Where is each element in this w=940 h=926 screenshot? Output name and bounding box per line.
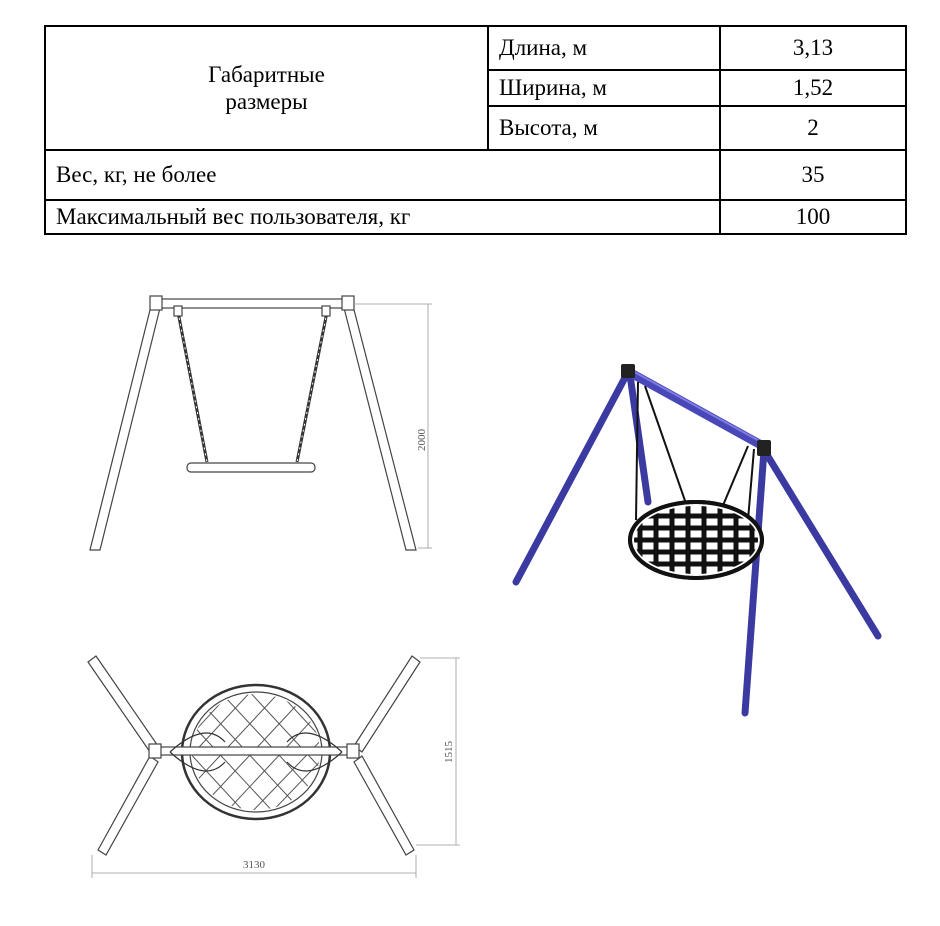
top-width-dimension: 1515 bbox=[443, 741, 455, 763]
width-value: 1,52 bbox=[720, 70, 906, 106]
weight-label: Вес, кг, не более bbox=[45, 150, 720, 200]
dimensions-label-line1: Габаритные bbox=[208, 62, 325, 87]
dimensions-label-line2: размеры bbox=[225, 89, 308, 114]
height-label: Высота, м bbox=[488, 106, 720, 150]
isometric-view-drawing bbox=[516, 364, 878, 713]
front-height-dimension: 2000 bbox=[416, 429, 428, 451]
top-length-dimension: 3130 bbox=[243, 859, 265, 871]
top-view-drawing bbox=[88, 650, 460, 878]
max-user-weight-value: 100 bbox=[720, 200, 906, 234]
max-user-weight-label: Максимальный вес пользователя, кг bbox=[45, 200, 720, 234]
weight-value: 35 bbox=[720, 150, 906, 200]
length-label: Длина, м bbox=[488, 26, 720, 70]
front-view-drawing bbox=[90, 296, 432, 550]
width-label: Ширина, м bbox=[488, 70, 720, 106]
length-value: 3,13 bbox=[720, 26, 906, 70]
height-value: 2 bbox=[720, 106, 906, 150]
